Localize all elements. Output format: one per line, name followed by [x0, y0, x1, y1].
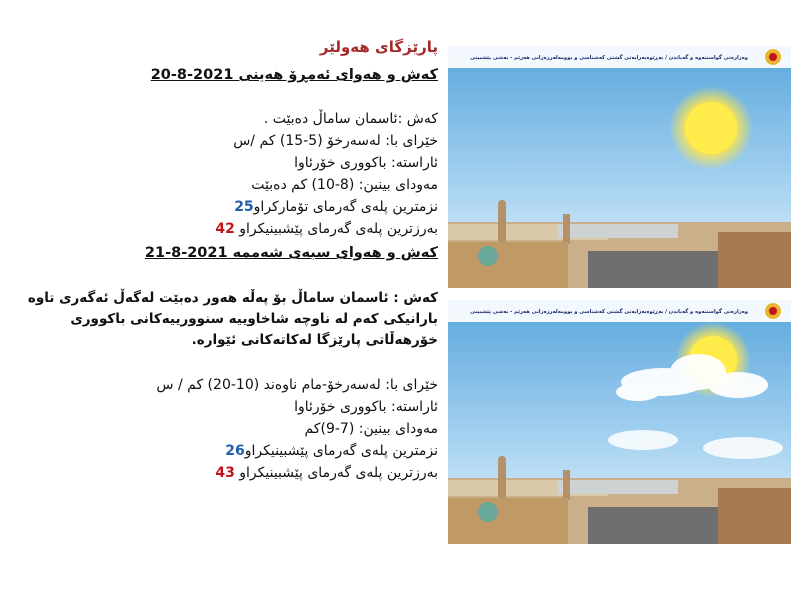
day1-max-value: 42 [215, 221, 235, 237]
day2-min [225, 442, 438, 460]
day2-max-value: 43 [215, 465, 235, 481]
day1-min [234, 198, 438, 216]
day2-min-label: نزمترین پلەی گەرمای پێشبینیکراو [244, 443, 438, 459]
day2-max [215, 464, 438, 482]
day1-date: 2021-8-20 [150, 67, 234, 83]
day2-sky: کەش : ئاسمان ساماڵ بۆ پەڵە هەور دەبێت لەگەڵ ئەگەری تاوە بارانیکی کەم لە ناوچە شاخاوییە سنوورییەکانی باکووری خۆرهەڵاتی پارێزگا لەکاتەکانی ئێوارە. [27, 290, 438, 348]
day2-wind: خێرای با: لەسەرخۆ-مام ناوەند (10-20) کم / س [156, 377, 438, 393]
day1-max-label: بەرزترین پلەی گەرمای پێشبینیکراو [234, 221, 438, 237]
day2-max-label: بەرزترین پلەی گەرمای پێشبینیکراو [234, 465, 438, 481]
banner-text: وەزارەتی گواستنەوە و گەیاندن / بەڕێوەبەرایەتی گشتی کەشناسی و بوومەلەرزەزانی هەرێم - بەشی پێشبینی [470, 309, 748, 315]
day1-min-label: نزمترین پلەی گەرمای تۆمارکراو [253, 199, 438, 215]
day1-wind: خێرای با: لەسەرخۆ (5-15) کم /س [233, 133, 438, 149]
day2-visibility: مەودای بینین: (7-9)کم [304, 421, 438, 437]
weather-image-tomorrow [448, 300, 791, 544]
day2-heading-text: کەش و هەوای سبەی شەممە [227, 245, 438, 261]
day2-date: 2021-8-21 [144, 245, 228, 261]
banner-text: وەزارەتی گواستنەوە و گەیاندن / بەڕێوەبەرایەتی گشتی کەشناسی و بوومەلەرزەزانی هەرێم - بەشی پێشبینی [470, 55, 748, 61]
day1-direction: ئاراستە: باکووری خۆرئاوا [294, 155, 438, 171]
province-title: پارێزگای هەولێر [319, 38, 438, 56]
kurdistan-emblem-icon [765, 49, 781, 65]
day1-max [215, 220, 438, 238]
day1-heading-text: کەش و هەوای ئەمڕۆ هەینی [233, 67, 438, 83]
day1-sky: کەش :ئاسمان ساماڵ دەبێت . [263, 111, 438, 127]
day1-min-value: 25 [234, 199, 254, 215]
day1-visibility: مەودای بینین: (8-10) کم دەبێت [251, 177, 438, 193]
kurdistan-emblem-icon [765, 303, 781, 319]
weather-image-today [448, 46, 791, 288]
day2-direction: ئاراستە: باکووری خۆرئاوا [294, 399, 438, 415]
day2-heading [145, 244, 438, 262]
day1-heading [151, 66, 438, 84]
day2-min-value: 26 [225, 443, 245, 459]
